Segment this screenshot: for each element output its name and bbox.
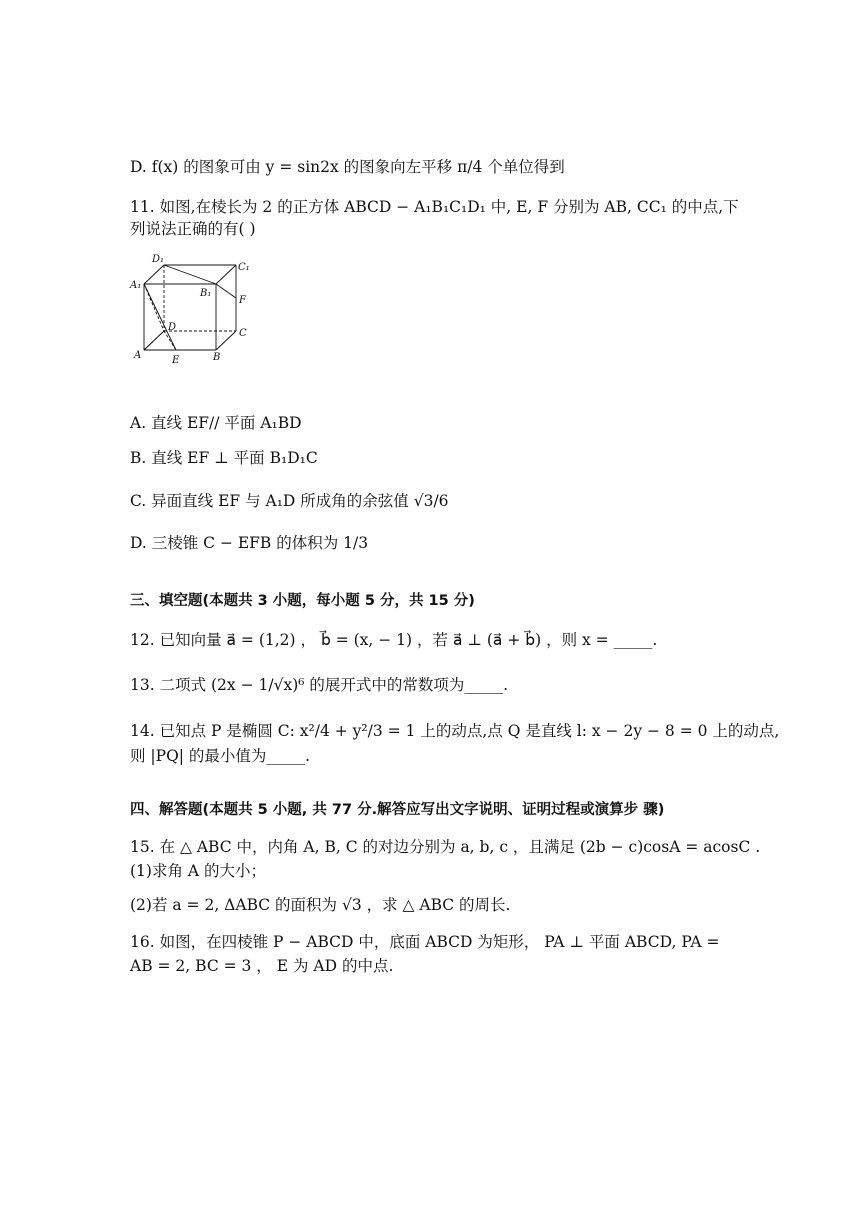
cube-figure bbox=[128, 250, 258, 370]
label-a: A bbox=[134, 350, 142, 361]
q16-line1: 16. 如图，在四棱锥 P − ABCD 中，底面 ABCD 为矩形， PA ⊥ 平面 ABCD, PA = bbox=[130, 933, 720, 951]
label-c: C bbox=[239, 328, 247, 339]
edge-b1c1 bbox=[216, 265, 236, 284]
q14-line2: 则 |PQ| 的最小值为_____. bbox=[130, 747, 311, 765]
segment-a1d1-b1 bbox=[164, 265, 216, 284]
q11-option-d: D. 三棱锥 C − EFB 的体积为 1/3 bbox=[130, 534, 369, 552]
section-4-heading: 四、解答题(本题共 5 小题, 共 77 分.解答应写出文字说明、证明过程或演算步 骤) bbox=[130, 802, 665, 818]
q12: 12. 已知向量 a⃗ = (1,2) ， b⃗ = (x, − 1) ，若 a⃗ ⊥ (a⃗ + b⃗) ，则 x = _____. bbox=[130, 631, 658, 649]
q11-stem-line1: 11. 如图,在棱长为 2 的正方体 ABCD − A₁B₁C₁D₁ 中, E, F 分别为 AB, CC₁ 的中点,下 bbox=[130, 198, 739, 216]
edge-a1d1 bbox=[144, 265, 164, 284]
label-a1: A₁ bbox=[130, 280, 142, 291]
q11-option-a: A. 直线 EF// 平面 A₁BD bbox=[130, 414, 302, 432]
q11-option-b: B. 直线 EF ⊥ 平面 B₁D₁C bbox=[130, 449, 318, 467]
label-e: E bbox=[172, 355, 180, 366]
q14-line1: 14. 已知点 P 是椭圆 C: x²/4 + y²/3 = 1 上的动点,点 Q 是直线 l: x − 2y − 8 = 0 上的动点, bbox=[130, 722, 780, 740]
edge-bc bbox=[216, 331, 236, 350]
label-b1: B₁ bbox=[200, 288, 212, 299]
label-c1: C₁ bbox=[238, 262, 250, 273]
segment-a1-d bbox=[144, 284, 164, 331]
label-d: D bbox=[168, 322, 177, 333]
label-d1: D₁ bbox=[152, 254, 165, 265]
label-f: F bbox=[239, 295, 246, 306]
segment-b1-f bbox=[216, 284, 236, 298]
section-3-heading: 三、填空题(本题共 3 小题，每小题 5 分，共 15 分) bbox=[130, 593, 475, 609]
q11-option-c: C. 异面直线 EF 与 A₁D 所成角的余弦值 √3/6 bbox=[130, 492, 449, 510]
q10-option-d: D. f(x) 的图象可由 y = sin2x 的图象向左平移 π/4 个单位得到 bbox=[130, 158, 565, 176]
q11-stem-line2: 列说法正确的有( ) bbox=[130, 220, 256, 238]
q15-line1: 15. 在 △ ABC 中，内角 A, B, C 的对边分别为 a, b, c ，且满足 (2b − c)cosA = acosC . bbox=[130, 838, 761, 856]
q15-line3: (2)若 a = 2, ΔABC 的面积为 √3 ，求 △ ABC 的周长. bbox=[130, 896, 511, 914]
label-b: B bbox=[213, 352, 221, 363]
segment-a1-e bbox=[144, 284, 176, 350]
segment-a-d-diag bbox=[144, 331, 164, 350]
q15-line2: (1)求角 A 的大小； bbox=[130, 862, 267, 880]
q16-line2: AB = 2, BC = 3 ， E 为 AD 的中点. bbox=[130, 957, 394, 975]
q13: 13. 二项式 (2x − 1/√x)⁶ 的展开式中的常数项为_____. bbox=[130, 676, 509, 694]
